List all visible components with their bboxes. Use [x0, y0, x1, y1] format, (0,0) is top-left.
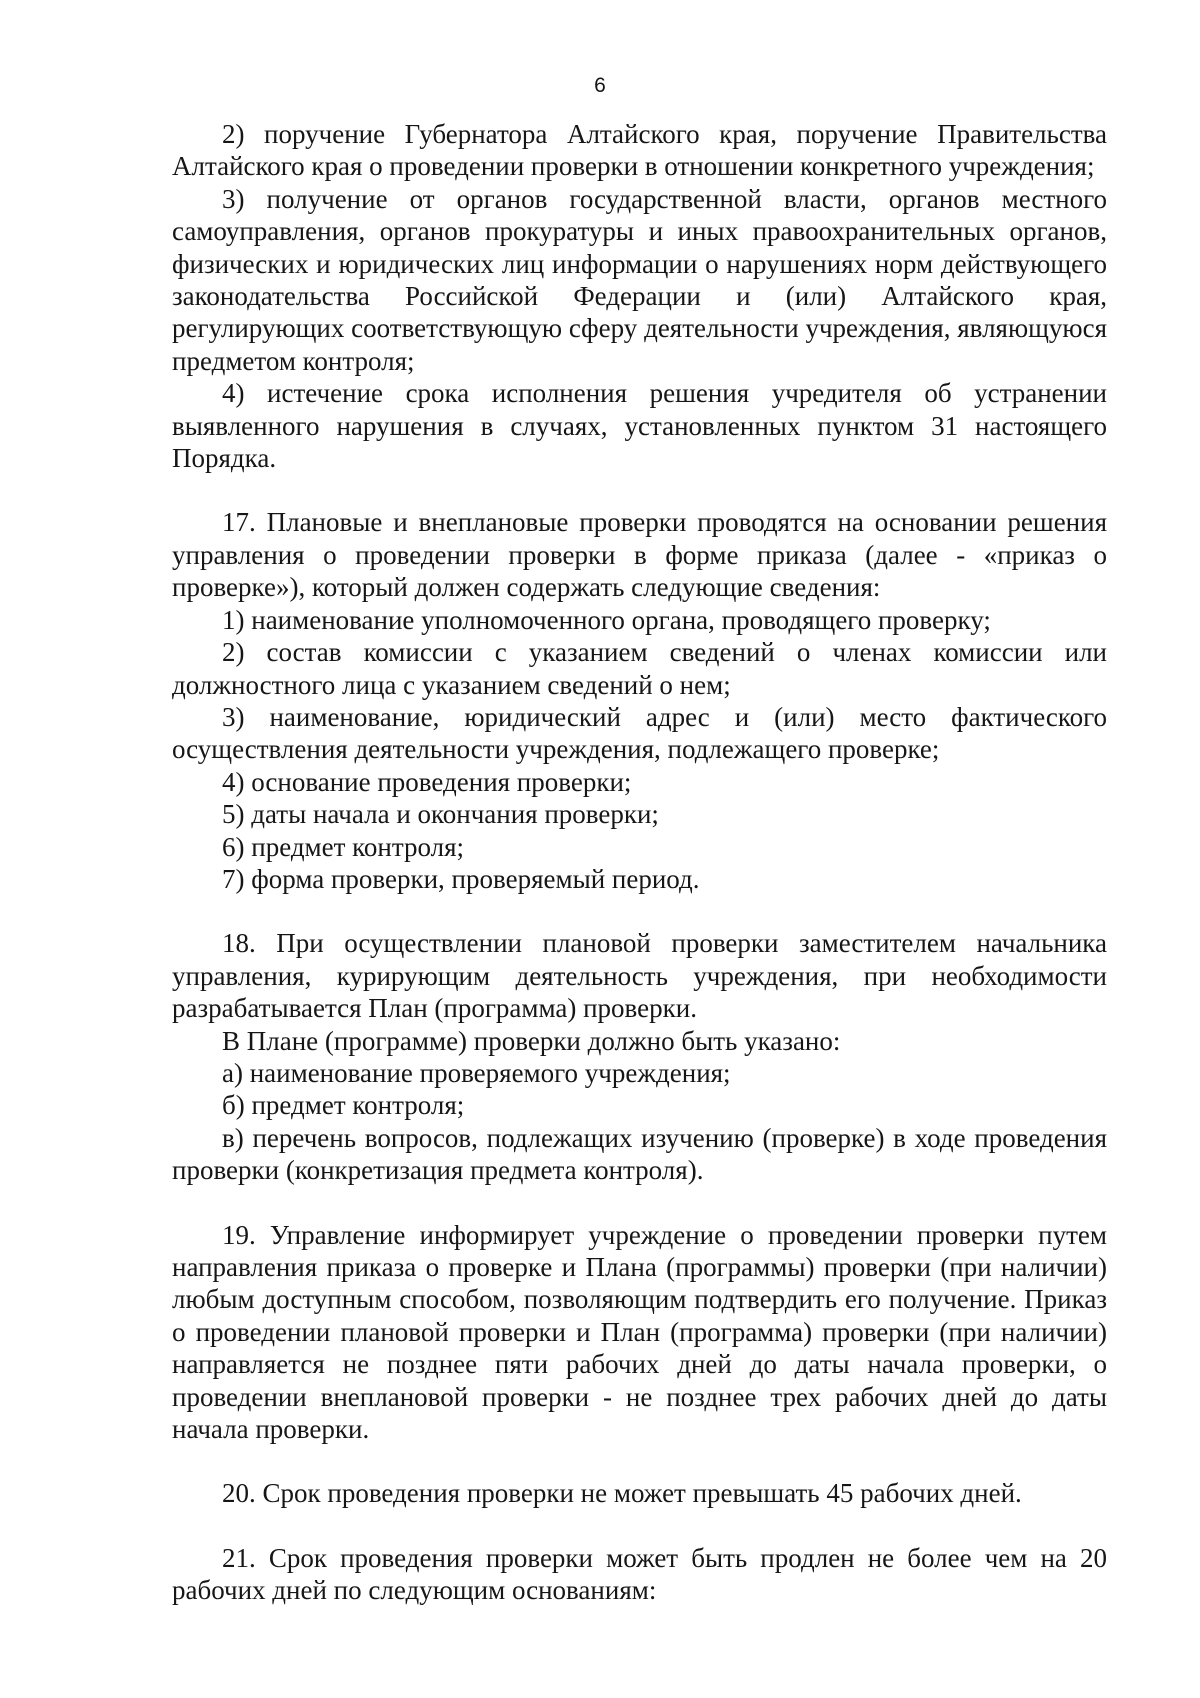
section-21-paragraph: 21. Срок проведения проверки может быть продлен не более чем на 20 рабочих дней по следующим основаниям: [172, 1542, 1107, 1606]
list-item: 1) наименование уполномоченного органа, проводящего проверку; [222, 604, 991, 635]
document-body [172, 118, 1107, 1607]
list-item: 3) получение от органов государственной власти, органов местного самоуправления, органов прокуратуры и иных правоохранительных органов, физических и юридических лиц информации о нарушениях норм действующего законодательства Российской Федерации и (или) Алтайского края, регулирующих соответствующую сферу деятельности учреждения, являющуюся предметом контроля; [172, 183, 1107, 376]
list-item: в) перечень вопросов, подлежащих изучению (проверке) в ходе проведения проверки (конкретизация предмета контроля). [172, 1122, 1107, 1186]
section-19-paragraph: 19. Управление информирует учреждение о проведении проверки путем направления приказа о проверке и Плана (программы) проверки (при наличии) любым доступным способом, позволяющим подтвердить его получение. Приказ о проведении плановой проверки и План (программа) проверки (при наличии) направляется не позднее пяти рабочих дней до даты начала проверки, о проведении внеплановой проверки - не позднее трех рабочих дней до даты начала проверки. [172, 1219, 1107, 1445]
list-item: 2) поручение Губернатора Алтайского края, поручение Правительства Алтайского края о проведении проверки в отношении конкретного учреждения; [172, 119, 1107, 182]
section-17-paragraph: 17. Плановые и внеплановые проверки проводятся на основании решения управления о проведении проверки в форме приказа (далее - «приказ о проверке»), который должен содержать следующие сведения: [172, 507, 1107, 603]
page-number: 6 [594, 74, 606, 97]
paragraph: В Плане (программе) проверки должно быть указано: [222, 1025, 841, 1056]
list-item: 7) форма проверки, проверяемый период. [222, 863, 700, 894]
list-item: 3) наименование, юридический адрес и (или) место фактического осуществления деятельности учреждения, подлежащего проверке; [172, 701, 1107, 765]
list-item: 6) предмет контроля; [222, 831, 465, 862]
list-item: а) наименование проверяемого учреждения; [222, 1057, 731, 1088]
list-item: б) предмет контроля; [222, 1090, 465, 1121]
section-18-paragraph: 18. При осуществлении плановой проверки заместителем начальника управления, курирующим деятельность учреждения, при необходимости разрабатывается План (программа) проверки. [172, 928, 1107, 1024]
list-item: 5) даты начала и окончания проверки; [222, 799, 659, 830]
list-item: 4) истечение срока исполнения решения учредителя об устранении выявленного нарушения в случаях, установленных пунктом 31 настоящего Порядка. [172, 378, 1107, 474]
list-item: 4) основание проведения проверки; [222, 766, 632, 797]
section-20-paragraph: 20. Срок проведения проверки не может превышать 45 рабочих дней. [222, 1478, 1022, 1509]
list-item: 2) состав комиссии с указанием сведений о членах комиссии или должностного лица с указанием сведений о нем; [172, 637, 1107, 700]
